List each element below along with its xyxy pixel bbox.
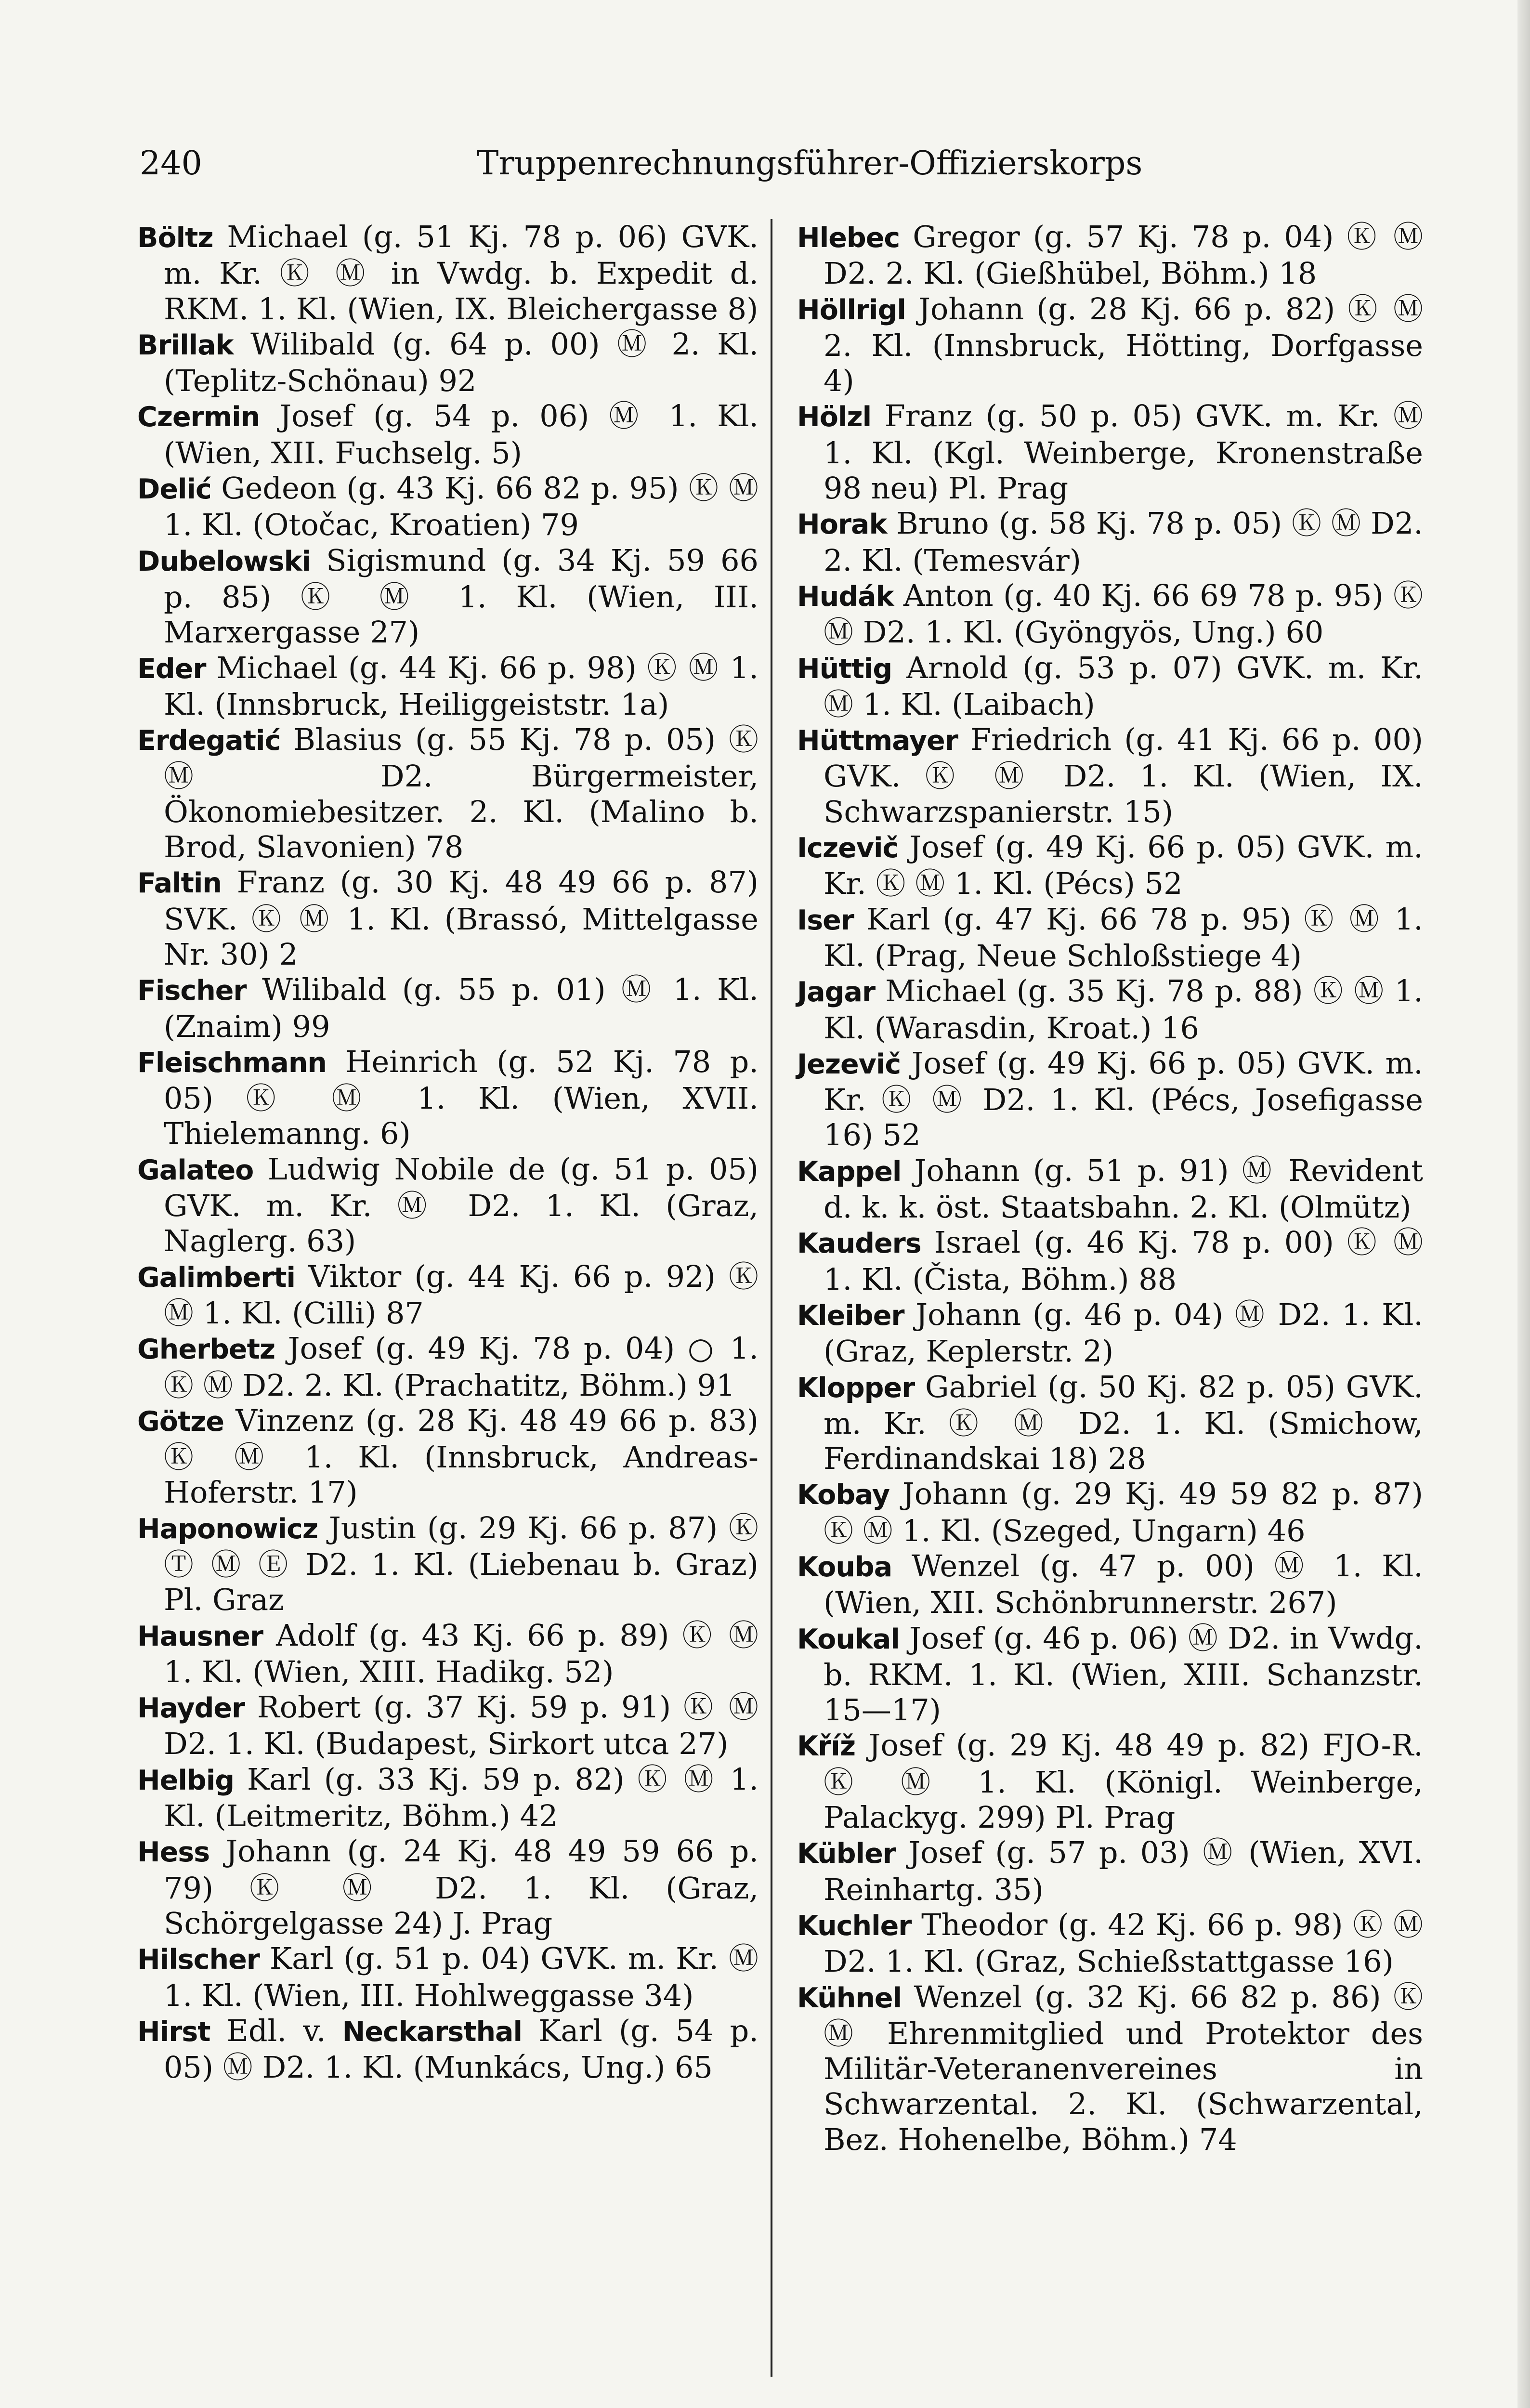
running-title: Truppenrechnungsführer-Offizierskorps <box>477 144 1143 183</box>
entry-details: Arnold (g. 53 p. 07) GVK. m. Kr. Ⓜ 1. Kl. (Laibach) <box>824 650 1423 722</box>
entry-details: Robert (g. 37 Kj. 59 p. 91) Ⓚ Ⓜ D2. 1. Kl. (Budapest, Sirkort utca 27) <box>164 1689 758 1762</box>
entry-details: Karl (g. 33 Kj. 59 p. 82) Ⓚ Ⓜ 1. Kl. (Leitmeritz, Böhm.) 42 <box>164 1761 758 1834</box>
directory-entry <box>797 829 1423 902</box>
directory-entry <box>137 471 758 543</box>
entry-details: Michael (g. 35 Kj. 78 p. 88) Ⓚ Ⓜ 1. Kl. (Warasdin, Kroat.) 16 <box>824 973 1423 1046</box>
entry-surname: Galateo <box>137 1154 254 1186</box>
directory-entry <box>797 1621 1423 1728</box>
entry-surname: Galimberti <box>137 1261 296 1294</box>
directory-entry <box>137 1833 758 1941</box>
directory-entry <box>797 1835 1423 1907</box>
entry-surname: Hudák <box>797 580 894 613</box>
directory-entry <box>137 219 758 327</box>
entry-details: Franz (g. 50 p. 05) GVK. m. Kr. Ⓜ 1. Kl. (Kgl. Weinberge, Kronenstraße 98 neu) Pl. Prag <box>824 398 1423 506</box>
entry-surname: Kübler <box>797 1838 896 1870</box>
left-column <box>137 219 758 2085</box>
directory-entry <box>797 973 1423 1046</box>
entry-details: Josef (g. 49 Kj. 66 p. 05) GVK. m. Kr. Ⓚ Ⓜ D2. 1. Kl. (Pécs, Josefigasse 16) 52 <box>824 1045 1423 1153</box>
entry-details: Josef (g. 29 Kj. 48 49 p. 82) FJO-R. Ⓚ Ⓜ 1. Kl. (Königl. Weinberge, Palackyg. 299) Pl. Prag <box>824 1727 1423 1835</box>
directory-entry <box>137 864 758 972</box>
entry-surname-secondary: Neckarsthal <box>342 2015 523 2048</box>
entry-surname: Götze <box>137 1405 224 1438</box>
directory-entry <box>797 1476 1423 1548</box>
entry-surname: Hüttmayer <box>797 725 958 757</box>
directory-entry <box>797 1046 1423 1153</box>
entry-surname: Kouba <box>797 1551 892 1583</box>
directory-entry <box>797 1907 1423 1979</box>
directory-entry <box>797 506 1423 578</box>
directory-entry <box>137 543 758 650</box>
entry-details: Franz (g. 30 Kj. 48 49 66 p. 87) SVK. Ⓚ Ⓜ 1. Kl. (Brassó, Mittelgasse Nr. 30) 2 <box>164 864 758 972</box>
entry-surname: Helbig <box>137 1764 235 1796</box>
entry-details: Josef (g. 57 p. 03) Ⓜ (Wien, XVI. Reinhartg. 35) <box>824 1835 1423 1907</box>
right-column <box>797 219 1423 2157</box>
entry-surname: Horak <box>797 509 887 541</box>
entry-surname: Eder <box>137 653 206 685</box>
directory-entry <box>797 1727 1423 1835</box>
entry-details: Bruno (g. 58 Kj. 78 p. 05) Ⓚ Ⓜ D2. 2. Kl. (Temesvár) <box>824 506 1423 578</box>
directory-entry <box>797 650 1423 722</box>
column-divider <box>771 219 772 2377</box>
entry-details: Johann (g. 24 Kj. 48 49 59 66 p. 79) Ⓚ Ⓜ D2. 1. Kl. (Graz, Schörgelgasse 24) J. Prag <box>164 1833 758 1941</box>
entry-surname: Fischer <box>137 975 247 1007</box>
entry-surname: Hayder <box>137 1692 245 1725</box>
directory-entry <box>137 1259 758 1331</box>
entry-details: Vinzenz (g. 28 Kj. 48 49 66 p. 83) Ⓚ Ⓜ 1. Kl. (Innsbruck, Andreas-Hoferstr. 17) <box>164 1402 758 1510</box>
entry-details: Viktor (g. 44 Kj. 66 p. 92) Ⓚ Ⓜ 1. Kl. (Cilli) 87 <box>164 1258 758 1331</box>
entry-details: Friedrich (g. 41 Kj. 66 p. 00) GVK. Ⓚ Ⓜ D2. 1. Kl. (Wien, IX. Schwarzspanierstr. 15) <box>824 722 1423 829</box>
entry-surname: Jagar <box>797 976 876 1008</box>
entry-details: Blasius (g. 55 Kj. 78 p. 05) Ⓚ Ⓜ D2. Bürgermeister, Ökonomiebesitzer. 2. Kl. (Malino b. Brod, Slavonien) 78 <box>164 722 758 865</box>
entry-details: Josef (g. 49 Kj. 66 p. 05) GVK. m. Kr. Ⓚ Ⓜ 1. Kl. (Pécs) 52 <box>824 829 1423 902</box>
entry-details: Josef (g. 54 p. 06) Ⓜ 1. Kl. (Wien, XII. Fuchselg. 5) <box>164 398 758 471</box>
entry-details: Josef (g. 46 p. 06) Ⓜ D2. in Vwdg. b. RKM. 1. Kl. (Wien, XIII. Schanzstr. 15—17) <box>824 1620 1423 1728</box>
entry-surname: Hölzl <box>797 401 872 433</box>
directory-entry <box>797 1369 1423 1477</box>
directory-entry <box>797 1225 1423 1297</box>
entry-details: Gedeon (g. 43 Kj. 66 82 p. 95) Ⓚ Ⓜ 1. Kl. (Otočac, Kroatien) 79 <box>164 471 758 543</box>
entry-details: Gregor (g. 57 Kj. 78 p. 04) Ⓚ Ⓜ D2. 2. Kl. (Gießhübel, Böhm.) 18 <box>824 219 1423 291</box>
entry-surname: Faltin <box>137 867 222 900</box>
entry-surname: Hess <box>137 1836 210 1869</box>
entry-surname: Iczevič <box>797 832 899 864</box>
page-edge <box>1517 0 1530 2408</box>
entry-surname: Delić <box>137 473 211 506</box>
entry-surname: Hausner <box>137 1620 263 1652</box>
directory-entry <box>137 1762 758 1834</box>
entry-surname: Kappel <box>797 1155 902 1188</box>
directory-entry <box>137 398 758 471</box>
entry-details: Michael (g. 44 Kj. 66 p. 98) Ⓚ Ⓜ 1. Kl. (Innsbruck, Heiliggeiststr. 1a) <box>164 650 758 722</box>
entry-surname: Dubelowski <box>137 545 311 577</box>
entry-surname: Kauders <box>797 1228 921 1260</box>
directory-entry <box>797 1979 1423 2157</box>
directory-entry <box>797 1548 1423 1621</box>
entry-surname: Hilscher <box>137 1944 260 1976</box>
directory-entry <box>137 1044 758 1152</box>
directory-entry <box>137 327 758 399</box>
entry-surname: Hirst <box>137 2015 210 2048</box>
entry-surname: Kobay <box>797 1479 889 1511</box>
directory-entry <box>137 1331 758 1403</box>
entry-surname: Kříž <box>797 1730 855 1763</box>
entry-surname: Haponowicz <box>137 1513 318 1545</box>
entry-surname: Erdegatić <box>137 725 281 757</box>
directory-entry <box>797 1153 1423 1225</box>
directory-entry <box>137 650 758 722</box>
entry-surname: Kuchler <box>797 1910 912 1942</box>
entry-surname: Hlebec <box>797 222 900 254</box>
entry-details: Wenzel (g. 32 Kj. 66 82 p. 86) Ⓚ Ⓜ Ehrenmitglied und Protektor des Militär-Veteranenvereines in Schwarzental. 2. Kl. (Schwarzental, Bez. Hohenelbe, Böhm.) 74 <box>824 1979 1423 2157</box>
entry-details-continued: Karl (g. 54 p. 05) Ⓜ D2. 1. Kl. (Munkács, Ung.) 65 <box>164 2013 758 2085</box>
entry-details: Michael (g. 51 Kj. 78 p. 06) GVK. m. Kr. Ⓚ Ⓜ in Vwdg. b. Expedit d. RKM. 1. Kl. (Wien, IX. Bleichergasse 8) <box>164 219 758 327</box>
entry-surname: Fleischmann <box>137 1047 327 1079</box>
entry-details: Wenzel (g. 47 p. 00) Ⓜ 1. Kl. (Wien, XII. Schönbrunnerstr. 267) <box>824 1548 1423 1621</box>
directory-entry <box>797 291 1423 399</box>
directory-entry <box>797 219 1423 291</box>
entry-surname: Czermin <box>137 401 260 433</box>
directory-entry <box>137 1689 758 1762</box>
entry-details: Gabriel (g. 50 Kj. 82 p. 05) GVK. m. Kr. Ⓚ Ⓜ D2. 1. Kl. (Smichow, Ferdinandskai 18) 28 <box>824 1369 1423 1477</box>
entry-surname: Jezevič <box>797 1048 901 1080</box>
directory-entry <box>137 1510 758 1618</box>
directory-entry <box>137 1403 758 1510</box>
directory-entry <box>137 1152 758 1259</box>
entry-surname: Iser <box>797 904 854 936</box>
page-number: 240 <box>140 144 202 183</box>
entry-surname: Gherbetz <box>137 1334 275 1366</box>
entry-details: Adolf (g. 43 Kj. 66 p. 89) Ⓚ Ⓜ 1. Kl. (Wien, XIII. Hadikg. 52) <box>164 1617 758 1689</box>
entry-surname: Brillak <box>137 329 234 361</box>
directory-entry <box>137 1618 758 1690</box>
entry-details: Israel (g. 46 Kj. 78 p. 00) Ⓚ Ⓜ 1. Kl. (Čista, Böhm.) 88 <box>824 1225 1423 1297</box>
entry-details: Edl. v. <box>210 2013 342 2048</box>
entry-details: Anton (g. 40 Kj. 66 69 78 p. 95) Ⓚ Ⓜ D2. 1. Kl. (Gyöngyös, Ung.) 60 <box>824 577 1423 650</box>
entry-surname: Kleiber <box>797 1299 904 1332</box>
directory-entry <box>137 2013 758 2085</box>
entry-details: Wilibald (g. 55 p. 01) Ⓜ 1. Kl. (Znaim) 99 <box>164 972 758 1044</box>
entry-details: Theodor (g. 42 Kj. 66 p. 98) Ⓚ Ⓜ D2. 1. Kl. (Graz, Schießstattgasse 16) <box>824 1907 1423 1979</box>
entry-details: Josef (g. 49 Kj. 78 p. 04) ○ 1. Ⓚ Ⓜ D2. 2. Kl. (Prachatitz, Böhm.) 91 <box>164 1331 758 1403</box>
entry-details: Karl (g. 51 p. 04) GVK. m. Kr. Ⓜ 1. Kl. (Wien, III. Hohlweggasse 34) <box>164 1941 758 2013</box>
directory-entry <box>137 1941 758 2013</box>
entry-surname: Höllrigl <box>797 294 906 326</box>
directory-entry <box>797 902 1423 974</box>
directory-entry <box>797 578 1423 650</box>
entry-details: Justin (g. 29 Kj. 66 p. 87) Ⓚ Ⓣ Ⓜ Ⓔ D2. 1. Kl. (Liebenau b. Graz) Pl. Graz <box>164 1510 758 1618</box>
entry-details: Sigismund (g. 34 Kj. 59 66 p. 85) Ⓚ Ⓜ 1. Kl. (Wien, III. Marxergasse 27) <box>164 542 758 650</box>
entry-details: Johann (g. 51 p. 91) Ⓜ Revident d. k. k. öst. Staatsbahn. 2. Kl. (Olmütz) <box>824 1152 1423 1225</box>
entry-surname: Koukal <box>797 1623 900 1655</box>
directory-entry <box>137 722 758 864</box>
entry-details: Johann (g. 46 p. 04) Ⓜ D2. 1. Kl. (Graz, Keplerstr. 2) <box>824 1296 1423 1369</box>
directory-entry <box>797 1297 1423 1369</box>
directory-entry <box>137 972 758 1044</box>
directory-entry <box>797 398 1423 506</box>
entry-surname: Kühnel <box>797 1982 902 2014</box>
directory-entry <box>797 722 1423 829</box>
entry-details: Johann (g. 29 Kj. 49 59 82 p. 87) Ⓚ Ⓜ 1. Kl. (Szeged, Ungarn) 46 <box>824 1476 1423 1548</box>
entry-details: Johann (g. 28 Kj. 66 p. 82) Ⓚ Ⓜ 2. Kl. (Innsbruck, Hötting, Dorfgasse 4) <box>824 291 1423 399</box>
entry-details: Heinrich (g. 52 Kj. 78 p. 05) Ⓚ Ⓜ 1. Kl. (Wien, XVII. Thielemanng. 6) <box>164 1044 758 1152</box>
entry-surname: Klopper <box>797 1372 915 1404</box>
entry-details: Wilibald (g. 64 p. 00) Ⓜ 2. Kl. (Teplitz-Schönau) 92 <box>164 326 758 399</box>
entry-surname: Hüttig <box>797 653 892 685</box>
entry-surname: Böltz <box>137 222 213 254</box>
entry-details: Karl (g. 47 Kj. 66 78 p. 95) Ⓚ Ⓜ 1. Kl. (Prag, Neue Schloßstiege 4) <box>824 901 1423 973</box>
entry-details: Ludwig Nobile de (g. 51 p. 05) GVK. m. Kr. Ⓜ D2. 1. Kl. (Graz, Naglerg. 63) <box>164 1151 758 1259</box>
